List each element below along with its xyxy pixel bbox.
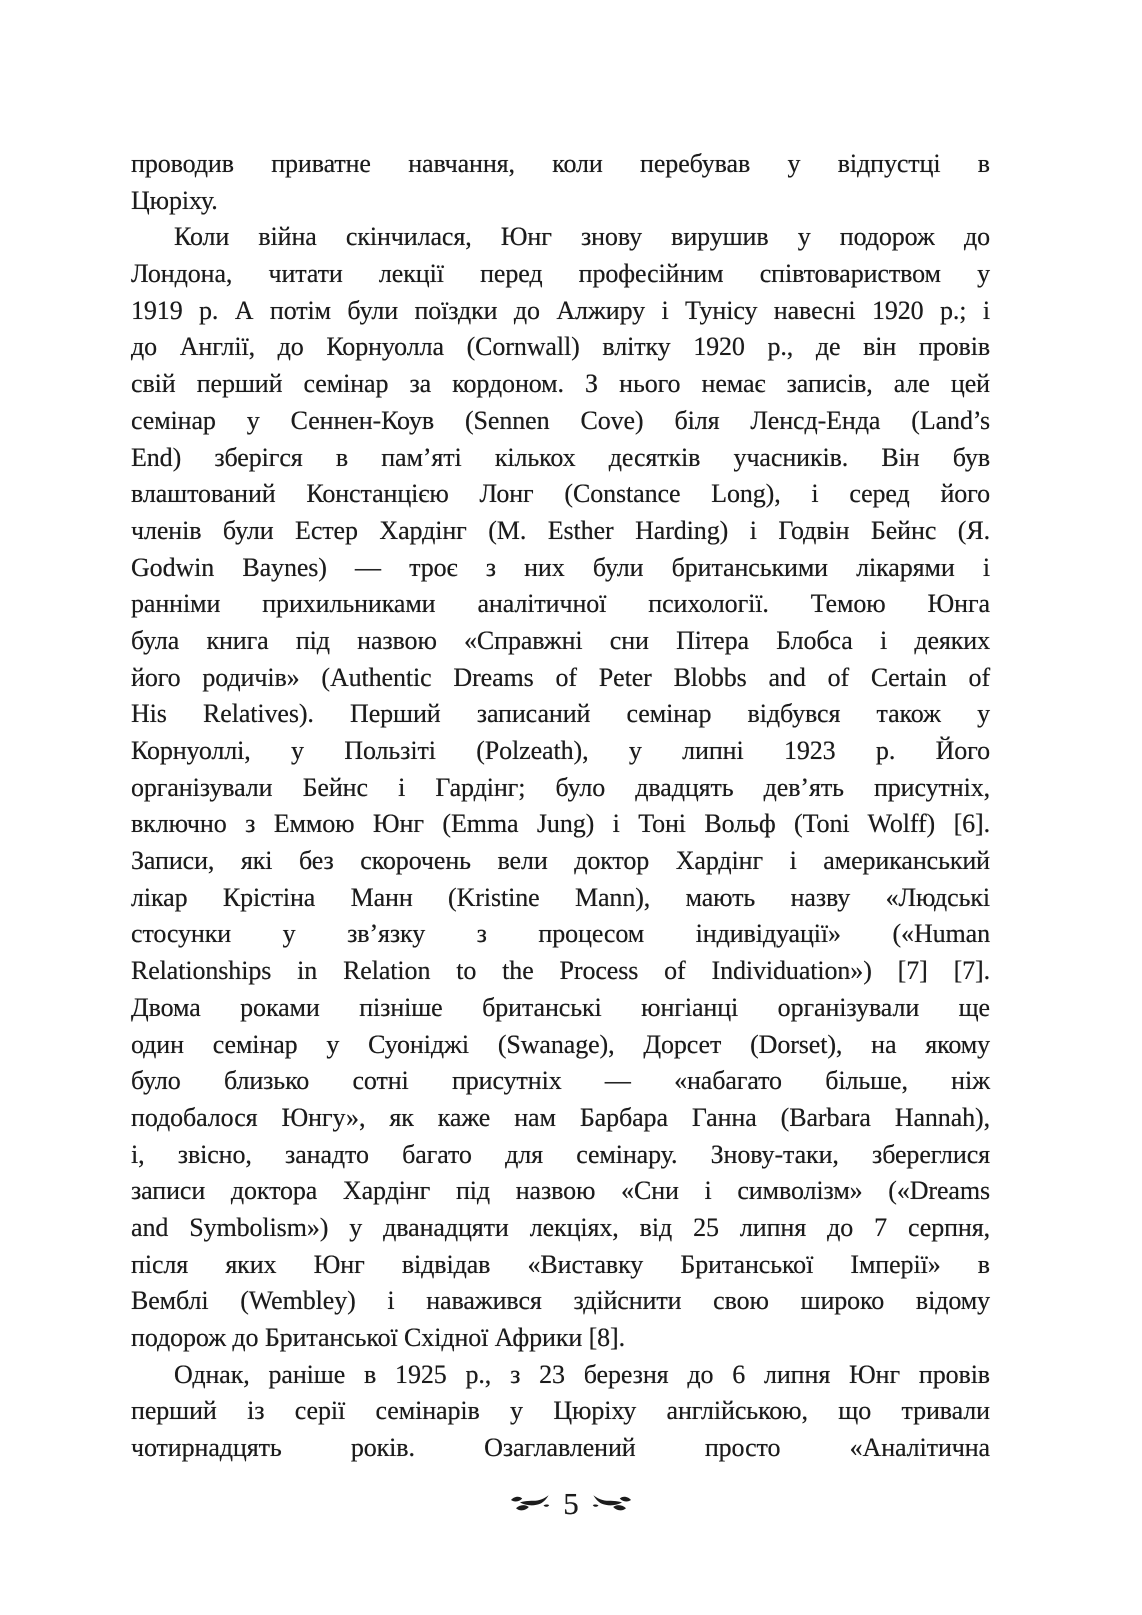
page-text — [131, 146, 990, 1467]
paragraph — [131, 219, 990, 1356]
text-line: Лондона, читати лекції перед професійним співтовариством у — [131, 259, 990, 289]
text-line: Записи, які без скорочень вели доктор Хардінг і американський — [131, 846, 990, 876]
text-line: His Relatives). Перший записаний семінар відбувся також у — [131, 699, 990, 729]
fleuron-right-icon — [592, 1493, 632, 1515]
page-footer — [0, 1484, 1142, 1524]
text-line: перший із серії семінарів у Цюріху англійською, що тривали — [131, 1396, 990, 1426]
text-line: Коли війна скінчилася, Юнг знову вирушив у подорож до — [174, 222, 990, 252]
text-line: і, звісно, занадто багато для семінару. Знову-таки, збереглися — [131, 1139, 990, 1169]
text-line: подорож до Британської Східної Африки [8]. — [131, 1323, 625, 1352]
text-line: Цюріху. — [131, 185, 218, 215]
text-line: була книга під назвою «Справжні сни Пітера Блобса і деяких — [131, 625, 990, 655]
text-line: семінар у Сеннен-Коув (Sennen Cove) біля Ленсд-Енда (Land’s — [131, 405, 990, 435]
text-line: ранніми прихильниками аналітичної психології. Темою Юнга — [131, 589, 990, 619]
text-line: 1919 р. А потім були поїздки до Алжиру і Тунісу навесні 1920 р.; і — [131, 295, 990, 325]
text-line: стосунки у зв’язку з процесом індивідуації» («Human — [131, 919, 990, 949]
text-line: організували Бейнс і Гардінг; було двадцять дев’ять присутніх, — [131, 772, 990, 802]
text-line: записи доктора Хардінг під назвою «Сни і символізм» («Dreams — [131, 1176, 990, 1206]
text-line: чотирнадцять років. Озаглавлений просто «Аналітична — [131, 1433, 990, 1463]
page-number: 5 — [563, 1486, 579, 1521]
text-line: було близько сотні присутніх — «набагато більше, ніж — [131, 1066, 990, 1096]
fleuron-left-icon — [510, 1493, 550, 1515]
text-line: влаштований Констанцією Лонг (Constance Long), і серед його — [131, 479, 990, 509]
text-line: Однак, раніше в 1925 р., з 23 березня до 6 липня Юнг провів — [174, 1359, 990, 1389]
text-line: його родичів» (Authentic Dreams of Peter Blobbs and of Certain of — [131, 662, 990, 692]
text-line: включно з Еммою Юнг (Emma Jung) і Тоні Вольф (Toni Wolff) [6]. — [131, 809, 990, 839]
text-line: подобалося Юнгу», як каже нам Барбара Ганна (Barbara Hannah), — [131, 1102, 990, 1132]
text-line: один семінар у Суоніджі (Swanage), Дорсет (Dorset), на якому — [131, 1029, 990, 1059]
paragraph — [131, 1357, 990, 1467]
text-line: Godwin Baynes) — троє з них були британськими лікарями і — [131, 552, 990, 582]
paragraph — [131, 146, 990, 219]
text-line: End) зберігся в пам’яті кількох десятків учасників. Він був — [131, 442, 990, 472]
text-line: членів були Естер Хардінг (M. Esther Harding) і Годвін Бейнс (Я. — [131, 515, 990, 545]
text-line: до Англії, до Корнуолла (Cornwall) влітку 1920 р., де він провів — [131, 332, 990, 362]
text-line: Вемблі (Wembley) і наважився здійснити свою широко відому — [131, 1286, 990, 1316]
text-line: Корнуоллі, у Пользіті (Polzeath), у липні 1923 р. Його — [131, 736, 990, 765]
text-line: свій перший семінар за кордоном. З нього немає записів, але цей — [131, 369, 990, 399]
text-line: після яких Юнг відвідав «Виставку Британської Імперії» в — [131, 1249, 990, 1279]
text-line: лікар Крістіна Манн (Kristine Mann), мають назву «Людські — [131, 882, 990, 912]
text-line: Двома роками пізніше британські юнгіанці організували ще — [131, 992, 990, 1022]
text-line: Relationships in Relation to the Process of Individuation») [7] [7]. — [131, 956, 990, 986]
text-line: and Symbolism») у дванадцяти лекціях, від 25 липня до 7 серпня, — [131, 1212, 990, 1242]
text-line: проводив приватне навчання, коли перебував у відпустці в — [131, 149, 990, 178]
